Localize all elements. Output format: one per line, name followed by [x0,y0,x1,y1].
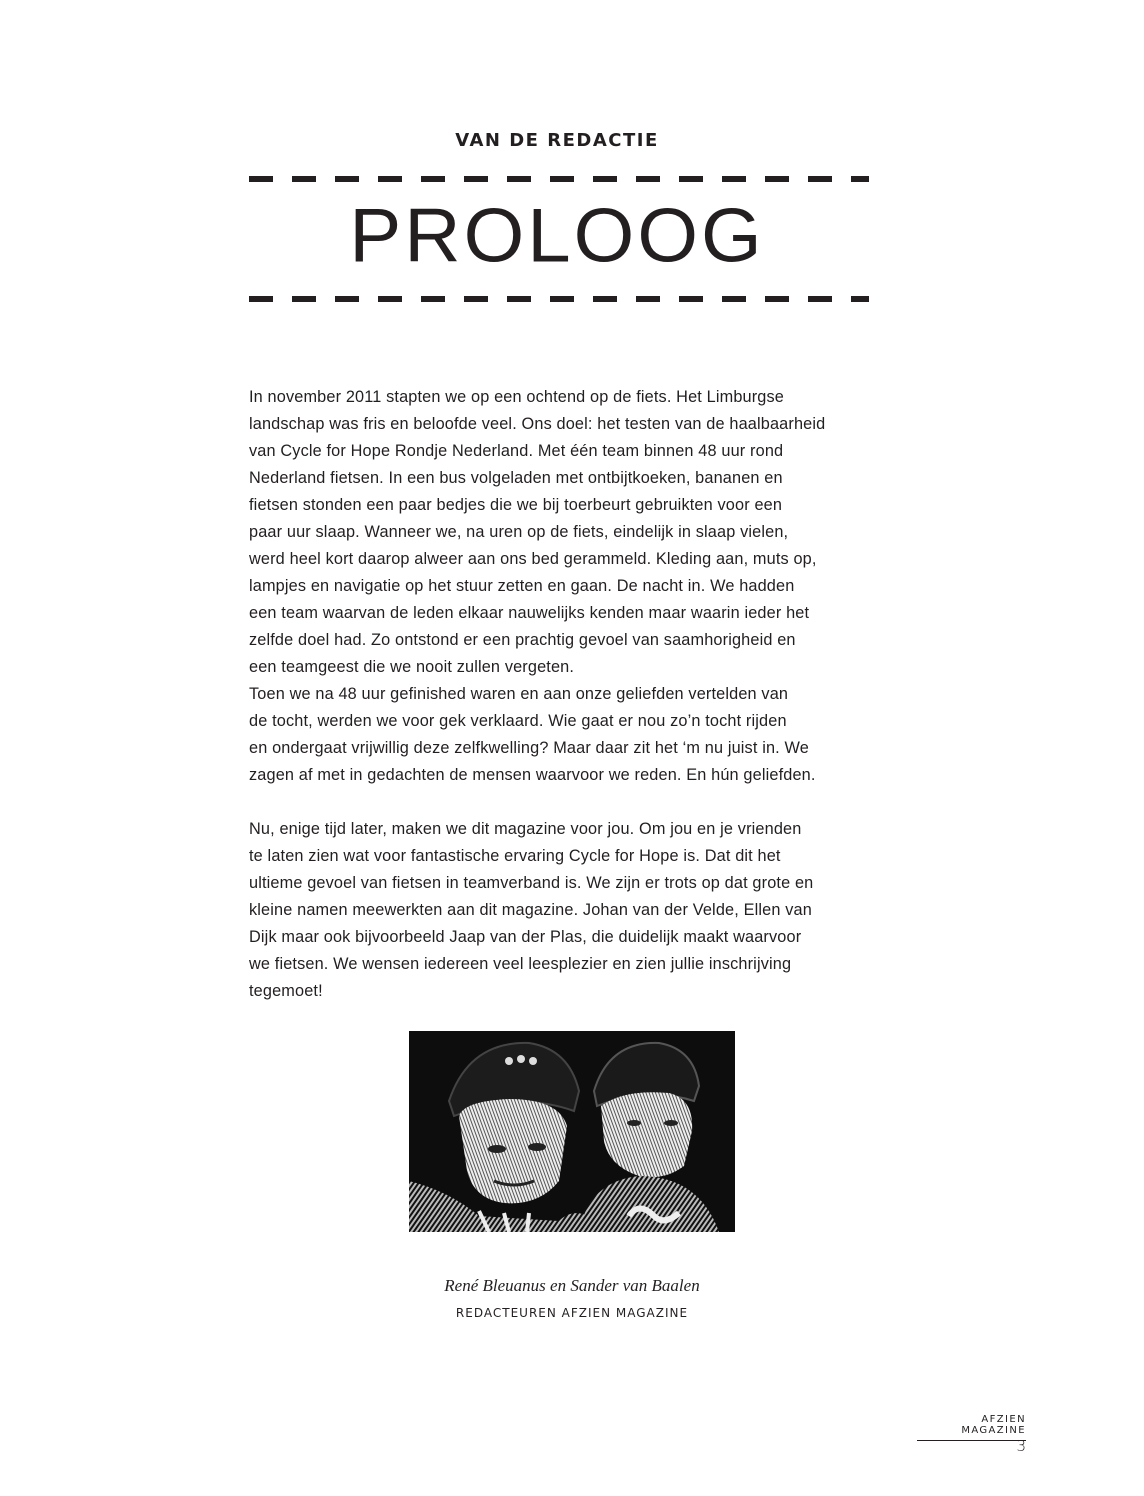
paragraph: In november 2011 stapten we op een ochtend op de fiets. Het Limburgse landschap was fris en beloofde veel. Ons doel: het testen van de haalbaarheid van Cycle for Hope Rondje Nederland. Met één team binnen 48 uur rond Nederland fietsen. In een bus volgeladen met ontbijtkoeken, bananen en fietsen stonden een paar bedjes die we bij toerbeurt gebruikten voor een paar uur slaap. Wanneer we, na uren op de fiets, eindelijk in slaap vielen, werd heel kort daarop alweer aan ons bed gerammeld. Kleding aan, muts op, lampjes en navigatie op het stuur zetten en gaan. De nacht in. We hadden een team waarvan de leden elkaar nauwelijks kenden maar waarin ieder het zelfde doel had. Zo ontstond er een prachtig gevoel van saamhorigheid en een teamgeest die we nooit zullen vergeten. Toen we na 48 uur gefinished waren en aan onze geliefden vertelden van de tocht, werden we voor gek verklaard. Wie gaat er nou zo’n tocht rijden en ondergaat vrijwillig deze zelfkwelling? Maar daar zit het ‘m nu juist in. We zagen af met in gedachten de mensen waarvoor we reden. En hún geliefden. [249,388,826,784]
article-body [249,384,889,1005]
caption-names: René Bleuanus en Sander van Baalen [444,1276,700,1295]
dashed-divider-top [249,176,869,182]
paragraph: Nu, enige tijd later, maken we dit magazine voor jou. Om jou en je vrienden te laten zien wat voor fantastische ervaring Cycle for Hope is. Dat dit het ultieme gevoel van fietsen in teamverband is. We zijn er trots op dat grote en kleine namen meewerkten aan dit magazine. Johan van der Velde, Ellen van Dijk maar ook bijvoorbeeld Jaap van der Plas, die duidelijk maakt waarvoor we fietsen. We wensen iedereen veel leesplezier en zien jullie inschrijving tegemoet! [249,820,814,1000]
section-kicker: VAN DE REDACTIE [455,130,659,151]
page-title: PROLOOG [349,191,765,279]
dashed-divider-bottom [249,296,869,302]
editors-photo-illustration [409,1031,735,1232]
editors-photo [409,1031,735,1232]
footer-magazine-name: AFZIEN MAGAZINE [917,1414,1026,1441]
caption-role: REDACTEUREN AFZIEN MAGAZINE [455,1306,689,1320]
page-number: 3 [1016,1437,1026,1455]
